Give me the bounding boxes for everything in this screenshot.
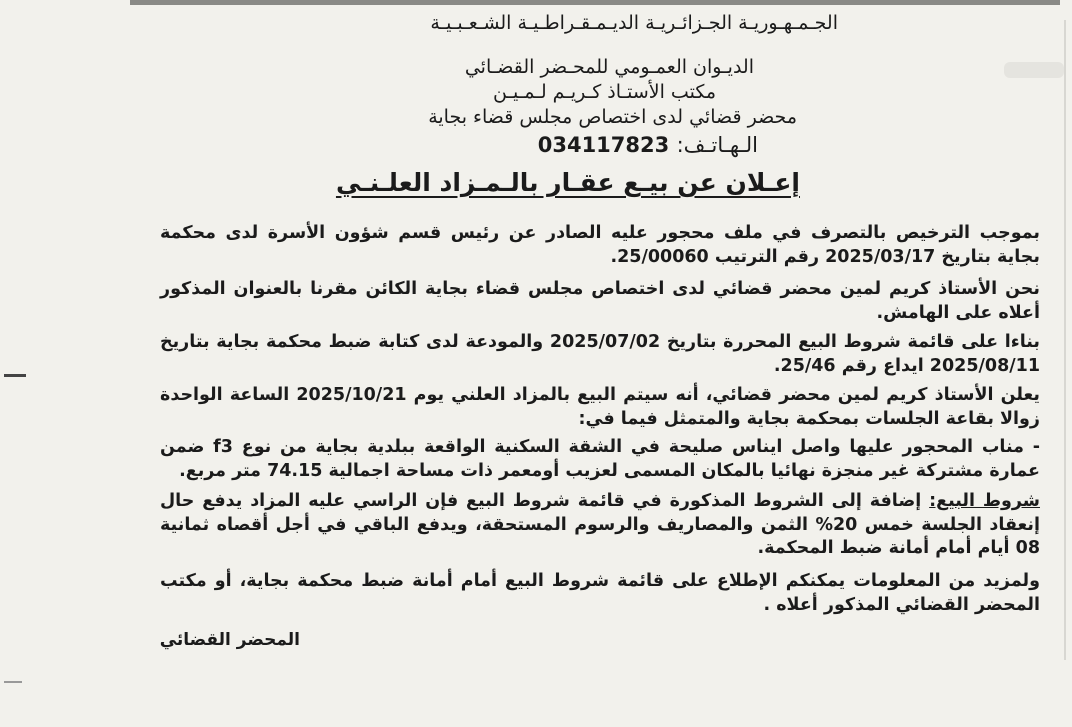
- scan-right-edge: [1064, 20, 1066, 660]
- paragraph-property: - مناب المحجور عليها واصل ايناس صليحة في الشقة السكنية الواقعة ببلدية بجاية من نوع f3 ضمن عمارة مشتركة غير منجزة نهائيا بالمكان المسمى لعزيب أومعمر ذات مساحة اجمالية 74.15 متر مربع.: [160, 437, 1040, 481]
- bureau-name: مكتب الأستـاذ كـريـم لـمـيـن: [492, 81, 716, 103]
- competence-line: محضر قضائي لدى اختصاص مجلس قضاء بجاية: [428, 106, 797, 128]
- paragraph-more-info: ولمزيد من المعلومات يمكنكم الإطلاع على قائمة شروط البيع أمام أمانة ضبط محكمة بجاية، أو مكتب المحضر القضائي المذكور أعلاه .: [160, 571, 1040, 615]
- paragraph-bailiff: نحن الأستاذ كريم لمين محضر قضائي لدى اختصاص مجلس قضاء بجاية الكائن مقرنا بالعنوان المذكور أعلاه على الهامش.: [160, 279, 1040, 323]
- sale-conditions-label: شروط البيع:: [929, 491, 1040, 511]
- sale-conditions-text: إضافة إلى الشروط المذكورة في قائمة شروط البيع فإن الراسي عليه المزاد يدفع حال إنعقاد الجلسة خمس 20% الثمن والمصاريف والرسوم المستحقة، ويدفع الباقي في أجل أقصاه ثمانية 08 أيام أمام أمانة ضبط المحكمة.: [160, 491, 1040, 558]
- scan-left-mark-lower: [4, 681, 22, 683]
- signature-label: المحضر القضائي: [159, 630, 300, 650]
- paragraph-authorization: بموجب الترخيص بالتصرف في ملف محجور عليه الصادر عن رئيس قسم شؤون الأسرة لدى محكمة بجاية بتاريخ 2025/03/17 رقم الترتيب 25/00060.: [160, 223, 1040, 267]
- phone-label: الـهـاتـف:: [676, 133, 758, 157]
- notice-title: إعـلان عن بيـع عقـار بالـمـزاد العلـنـي: [335, 168, 800, 197]
- office-name: الديـوان العمـومي للمحـضر القضـائي: [464, 56, 754, 78]
- paragraph-announcement: يعلن الأستاذ كريم لمين محضر قضائي، أنه سيتم البيع بالمزاد العلني يوم 2025/10/21 الساعة الواحدة زوالا بقاعة الجلسات بمحكمة بجاية والمتمثل فيما في:: [160, 385, 1040, 429]
- paragraph-conditions-list: بناءا على قائمة شروط البيع المحررة بتاريخ 2025/07/02 والمودعة لدى كتابة ضبط محكمة بجاية بتاريخ 2025/08/11 ايداع رقم 25/46.: [160, 332, 1040, 376]
- republic-heading: الجـمـهـوريـة الجـزائـريـة الديـمـقـراطـيـة الشـعـبـيـة: [430, 12, 838, 34]
- paragraph-sale-conditions: [160, 490, 1040, 561]
- scan-smudge: [1004, 62, 1064, 78]
- scan-left-mark: [4, 374, 26, 377]
- scan-top-edge: [130, 0, 1060, 5]
- phone-number: 034117823: [537, 133, 670, 157]
- phone-line: [538, 133, 758, 157]
